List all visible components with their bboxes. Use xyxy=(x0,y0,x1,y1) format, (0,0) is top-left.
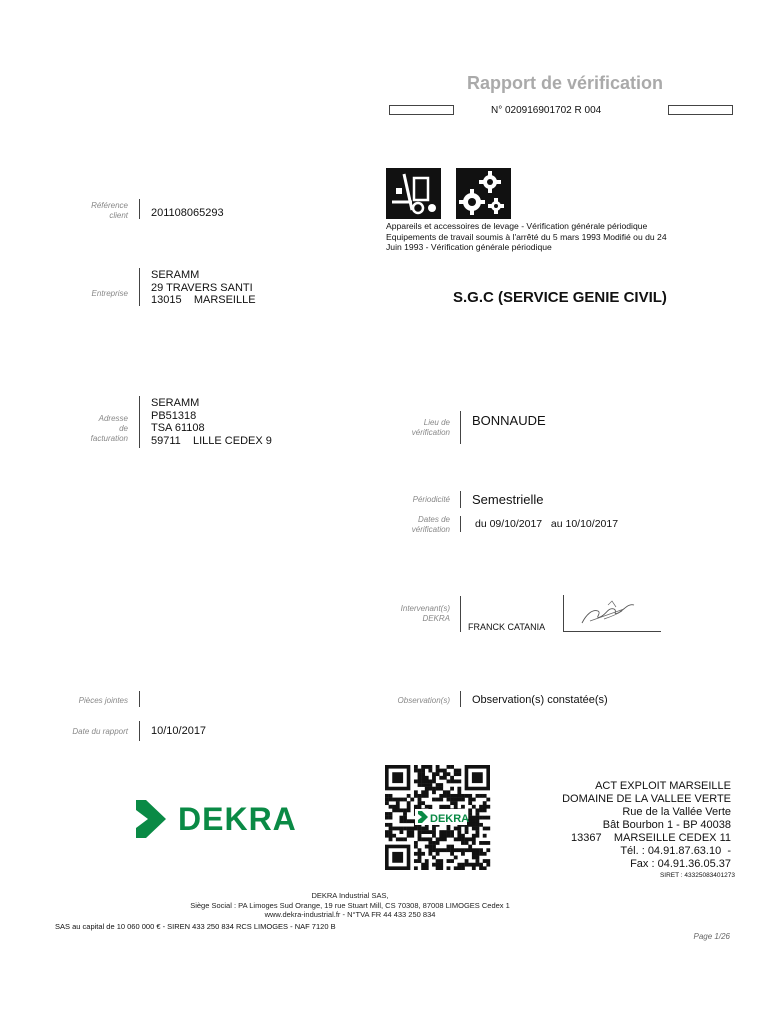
divider xyxy=(460,691,461,707)
divider xyxy=(139,396,140,448)
description-line: Equipements de travail soumis à l'arrêté du 5 mars 1993 Modifié ou du 24 xyxy=(386,231,667,242)
dates-label: Dates de vérification xyxy=(411,515,450,534)
observation-value: Observation(s) constatée(s) xyxy=(472,694,608,706)
divider xyxy=(139,199,140,219)
billing-label: Adresse de facturation xyxy=(90,414,128,443)
client-reference: 201108065293 xyxy=(151,207,224,219)
divider xyxy=(460,491,461,508)
divider xyxy=(460,516,461,532)
date-rapport-label: Date du rapport xyxy=(72,727,128,736)
footer-capital: SAS au capital de 10 060 000 € - SIREN 433 250 834 RCS LIMOGES - NAF 7120 B xyxy=(55,922,336,931)
svg-text:DEKRA: DEKRA xyxy=(430,813,470,825)
equipment-description xyxy=(386,221,746,253)
intervenant-value: FRANCK CATANIA xyxy=(468,622,546,632)
dekra-wordmark: DEKRA xyxy=(178,800,297,837)
signature-box xyxy=(563,595,661,632)
header-box-left xyxy=(389,105,454,115)
qr-code xyxy=(385,765,495,870)
divider xyxy=(139,721,140,741)
report-title: Rapport de vérification xyxy=(467,73,664,93)
gears-icon xyxy=(456,168,511,219)
reference-label: Référence client xyxy=(91,201,128,220)
dates-value: du 09/10/2017 au 10/10/2017 xyxy=(475,518,619,530)
page-number: Page 1/26 xyxy=(693,932,730,941)
entreprise-address: SERAMM 29 TRAVERS SANTI 13015 MARSEILLE xyxy=(151,269,256,306)
dekra-logo xyxy=(132,797,297,841)
divider xyxy=(139,268,140,306)
report-number: N° 020916901702 R 004 xyxy=(491,105,602,116)
periodicite-label: Périodicité xyxy=(412,495,450,504)
billing-address: SERAMM PB51318 TSA 61108 59711 LILLE CEDEX 9 xyxy=(151,397,272,447)
agency-address: ACT EXPLOIT MARSEILLE DOMAINE DE LA VALLEE VERTE Rue de la Vallée Verte Bât Bourbon 1 - BP 40038 13367 MARSEILLE CEDEX 11 Tél. : 04.91.87.63.10 - Fax : 04.91.36.05.37 xyxy=(562,780,731,870)
intervenant-label: Intervenant(s) DEKRA xyxy=(400,604,450,623)
forklift-icon xyxy=(386,168,441,219)
description-line: Juin 1993 - Vérification générale périodique xyxy=(386,242,552,252)
company-name: S.G.C (SERVICE GENIE CIVIL) xyxy=(453,289,667,306)
observation-label: Observation(s) xyxy=(397,696,450,705)
entreprise-label: Entreprise xyxy=(91,289,128,298)
description-line: Appareils et accessoires de levage - Vérification générale périodique xyxy=(386,221,648,231)
divider xyxy=(460,596,461,632)
signature-image xyxy=(564,595,660,629)
divider xyxy=(139,691,140,707)
periodicite-value: Semestrielle xyxy=(472,492,544,507)
pieces-label: Pièces jointes xyxy=(78,696,128,705)
footer-legal: DEKRA Industrial SAS, Siège Social : PA Limoges Sud Orange, 19 rue Stuart Mill, CS 70308, 87008 LIMOGES Cedex 1 www.dekra-industrial.fr - N°TVA FR 44 433 250 834 xyxy=(190,891,510,919)
dekra-chevron-icon xyxy=(132,798,170,840)
lieu-value: BONNAUDE xyxy=(472,413,546,428)
divider xyxy=(460,411,461,444)
siret: SIRET : 43325083401273 xyxy=(659,872,735,879)
header-box-right xyxy=(668,105,733,115)
lieu-label: Lieu de vérification xyxy=(411,418,450,437)
date-rapport-value: 10/10/2017 xyxy=(151,725,207,737)
